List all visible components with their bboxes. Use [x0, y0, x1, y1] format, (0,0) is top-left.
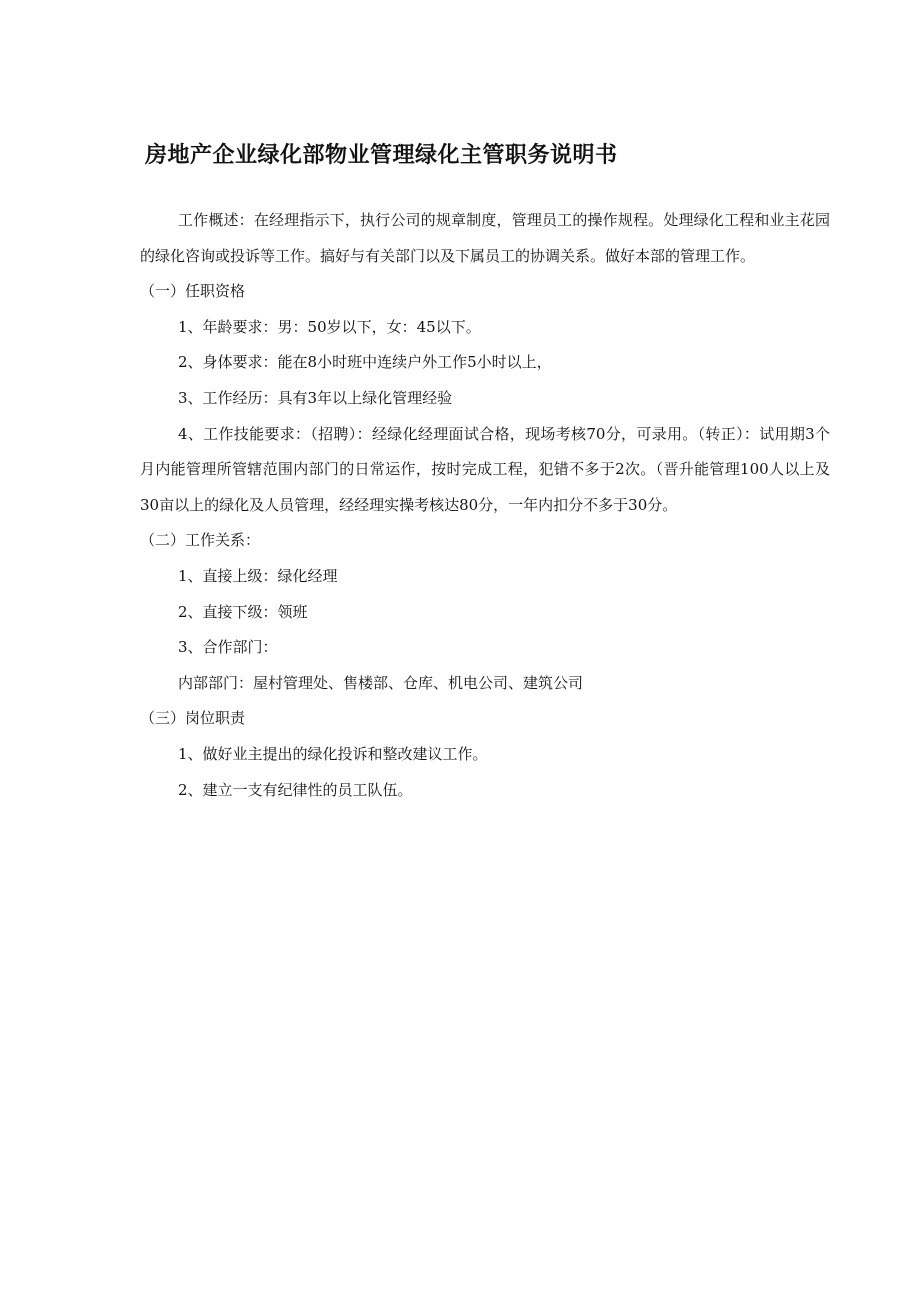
duty-complaints: 1、做好业主提出的绿化投诉和整改建议工作。	[178, 744, 488, 763]
document-body	[140, 203, 830, 808]
relation-cooperation: 3、合作部门：	[178, 638, 278, 657]
duties-heading: （三）岗位职责	[140, 709, 246, 728]
document-title: 房地产企业绿化部物业管理绿化主管职务说明书	[145, 143, 618, 168]
qualification-age: 1、年龄要求：男：50岁以下，女：45以下。	[178, 317, 481, 336]
relation-internal-departments: 内部部门：屋村管理处、售楼部、仓库、机电公司、建筑公司	[178, 673, 584, 692]
relations-heading: （二）工作关系：	[140, 531, 261, 550]
relation-subordinate: 2、直接下级：领班	[178, 602, 308, 621]
qualification-skills: 4、工作技能要求：（招聘）：经绿化经理面试合格，现场考核70分，可录用。（转正）：试用期3个月内能管理所管辖范围内部门的日常运作，按时完成工程，犯错不多于2次。（晋升能管理100人以上及30亩以上的绿化及人员管理，经经理实操考核达80分，一年内扣分不多于30分。	[140, 424, 830, 514]
qualification-experience: 3、工作经历：具有3年以上绿化管理经验	[178, 388, 453, 407]
duty-team: 2、建立一支有纪律性的员工队伍。	[178, 780, 413, 799]
qualification-physical: 2、身体要求：能在8小时班中连续户外工作5小时以上，	[178, 353, 552, 372]
relation-superior: 1、直接上级：绿化经理	[178, 566, 338, 585]
work-overview-paragraph: 工作概述：在经理指示下，执行公司的规章制度，管理员工的操作规程。处理绿化工程和业主花园的绿化咨询或投诉等工作。搞好与有关部门以及下属员工的协调关系。做好本部的管理工作。	[140, 211, 830, 265]
qualifications-heading: （一）任职资格	[140, 282, 246, 301]
